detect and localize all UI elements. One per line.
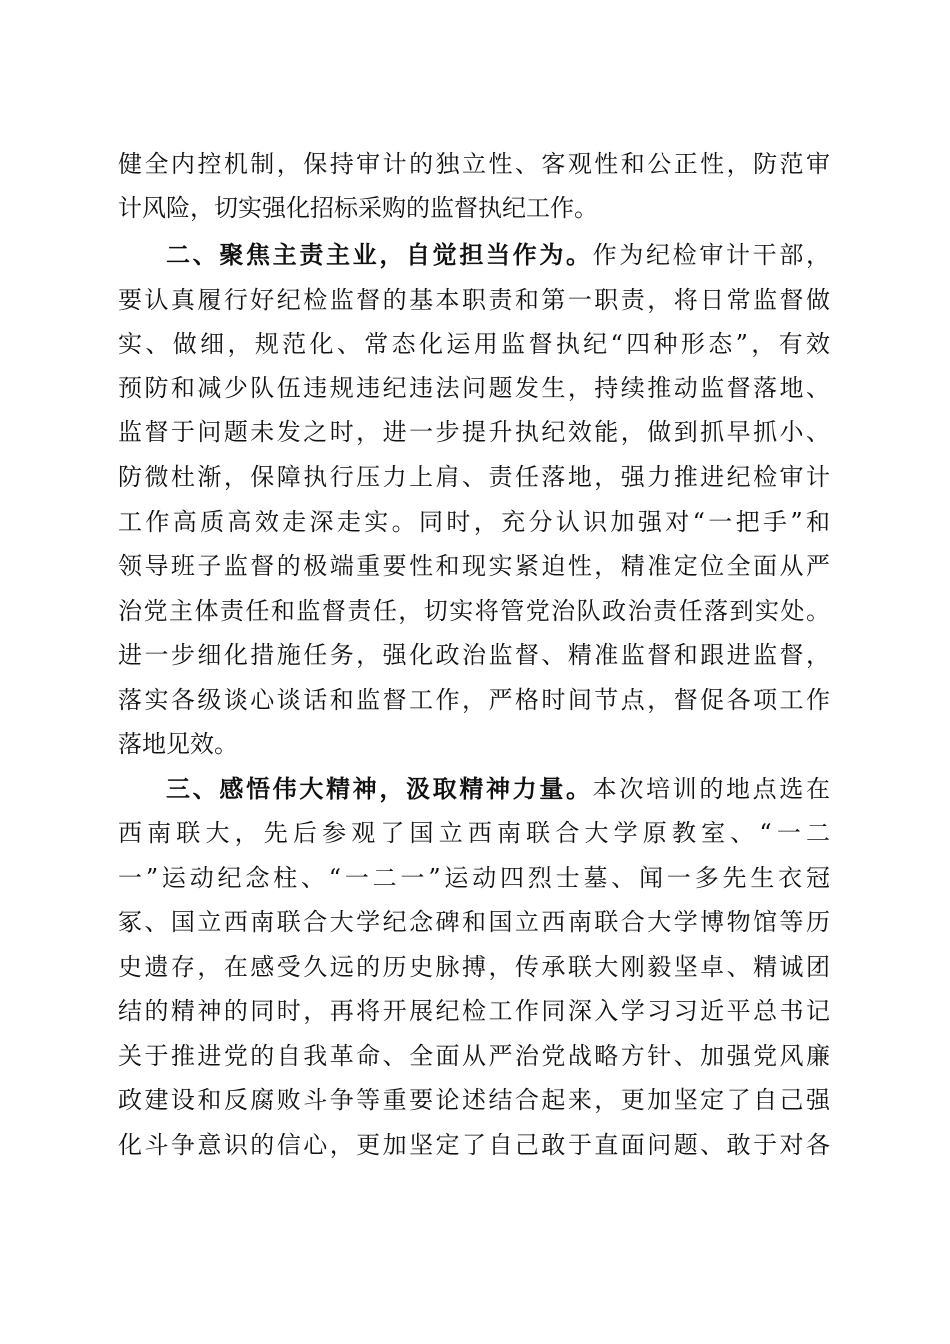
- text-line: 计风险，切实强化招标采购的监督执纪工作。: [118, 194, 598, 222]
- text-line: 要认真履行好纪检监督的基本职责和第一职责，将日常监督做: [118, 286, 830, 314]
- section-heading-2: 二、聚焦主责主业，自觉担当作为。: [166, 240, 593, 269]
- text-line: 领导班子监督的极端重要性和现实紧迫性，精准定位全面从严: [118, 552, 830, 580]
- text-line: 落实各级谈心谈话和监督工作，严格时间节点，督促各项工作: [118, 686, 830, 714]
- text-line: 预防和减少队伍违规违纪违法问题发生，持续推动监督落地、: [118, 374, 830, 402]
- text-line: 工作高质高效走深走实。同时，充分认识加强对“一把手”和: [118, 508, 830, 536]
- text-line: 史遗存，在感受久远的历史脉搏，传承联大刚毅坚卓、精诚团: [118, 953, 830, 981]
- text-line: 政建设和反腐败斗争等重要论述结合起来，更加坚定了自己强: [118, 1086, 830, 1114]
- paragraph-heading-line: [166, 233, 830, 277]
- text-line: 实、做细，规范化、常态化运用监督执纪“四种形态”，有效: [118, 330, 830, 358]
- text-line: 治党主体责任和监督责任，切实将管党治队政治责任落到实处。: [118, 597, 830, 625]
- text-line: 化斗争意识的信心，更加坚定了自己敢于直面问题、敢于对各: [118, 1131, 830, 1159]
- text-line: 防微杜渐，保障执行压力上肩、责任落地，强力推进纪检审计: [118, 463, 830, 491]
- text-segment: 作为纪检审计干部，: [592, 241, 830, 269]
- text-line: 冢、国立西南联合大学纪念碑和国立西南联合大学博物馆等历: [118, 908, 830, 936]
- text-line: 落地见效。: [118, 730, 238, 758]
- text-segment: 本次培训的地点选在: [592, 775, 830, 803]
- text-line: 进一步细化措施任务，强化政治监督、精准监督和跟进监督，: [118, 641, 830, 669]
- text-line: 结的精神的同时，再将开展纪检工作同深入学习习近平总书记: [118, 997, 830, 1025]
- text-line: 健全内控机制，保持审计的独立性、客观性和公正性，防范审: [118, 150, 830, 178]
- text-line: 关于推进党的自我革命、全面从严治党战略方针、加强党风廉: [118, 1042, 830, 1070]
- text-line: 监督于问题未发之时，进一步提升执纪效能，做到抓早抓小、: [118, 418, 830, 446]
- paragraph-heading-line: [166, 767, 830, 811]
- text-line: 西南联大，先后参观了国立西南联合大学原教室、“一二: [118, 819, 830, 847]
- section-heading-3: 三、感悟伟大精神，汲取精神力量。: [166, 774, 593, 803]
- text-line: 一”运动纪念柱、“一二一”运动四烈士墓、闻一多先生衣冠: [118, 864, 830, 892]
